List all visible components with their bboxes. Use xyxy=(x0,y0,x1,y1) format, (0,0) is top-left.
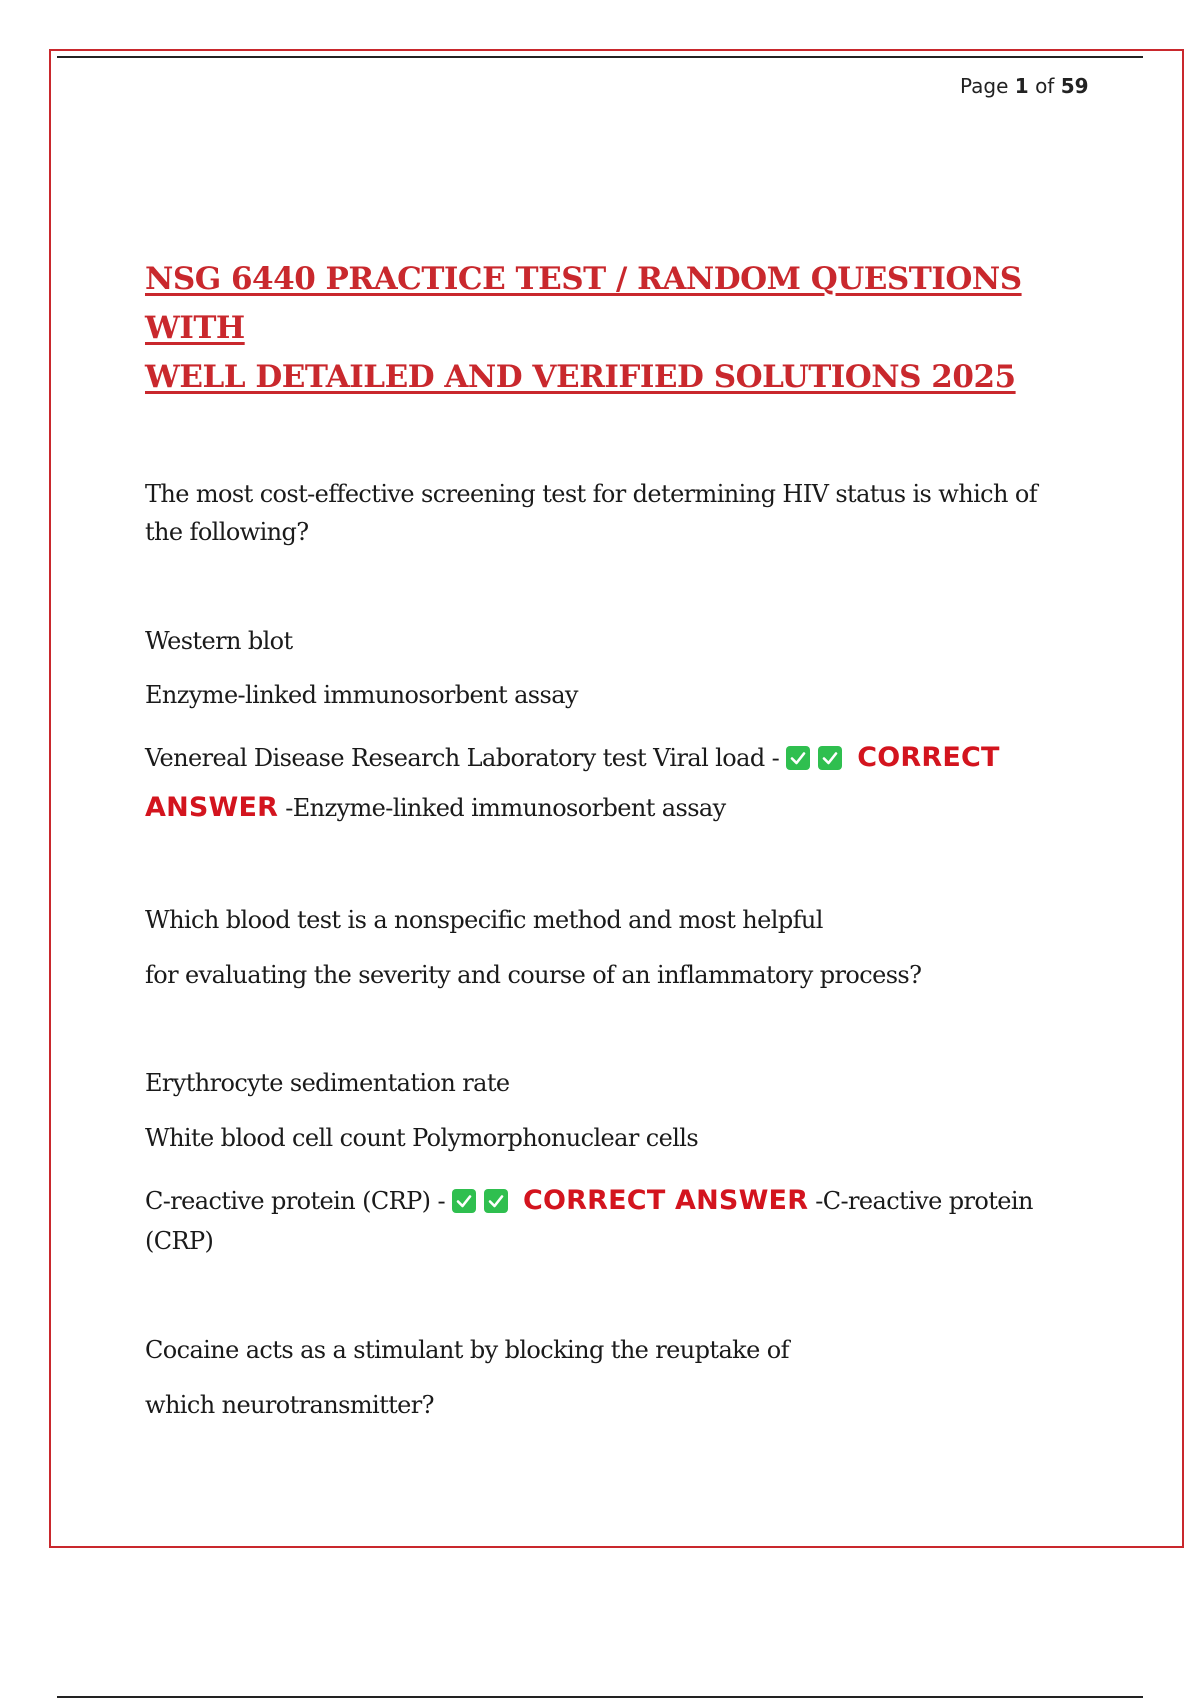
q2-option-2: White blood cell count Polymorphonuclear cells xyxy=(145,1124,699,1152)
q3-question-line-2: which neurotransmitter? xyxy=(145,1391,434,1419)
q1-question-line-1: The most cost-effective screening test for determining HIV status is which of xyxy=(145,480,1038,508)
page-label: Page xyxy=(960,74,1009,98)
correct-answer-label: ANSWER xyxy=(145,792,279,823)
q2-option-3-row xyxy=(145,1185,1033,1216)
page-number xyxy=(960,74,1089,98)
header-rule xyxy=(57,56,1143,58)
document-title xyxy=(145,255,1095,402)
q2-option-3: C-reactive protein (CRP) - xyxy=(145,1187,445,1215)
q2-answer-continuation: (CRP) xyxy=(145,1227,214,1255)
q2-answer: -C-reactive protein xyxy=(815,1187,1033,1215)
page-of: of xyxy=(1035,74,1055,98)
q1-option-1: Western blot xyxy=(145,627,293,655)
q2-question-line-2: for evaluating the severity and course of an inflammatory process? xyxy=(145,961,922,989)
page-total: 59 xyxy=(1060,74,1089,98)
title-line-2: WELL DETAILED AND VERIFIED SOLUTIONS 2025 xyxy=(145,359,1016,395)
footer-rule xyxy=(57,1696,1143,1698)
q1-answer: -Enzyme-linked immunosorbent assay xyxy=(285,794,726,822)
check-mark-icon xyxy=(818,746,842,770)
q2-question-line-1: Which blood test is a nonspecific method and most helpful xyxy=(145,906,823,934)
q1-answer-row xyxy=(145,792,726,823)
check-mark-icon xyxy=(786,746,810,770)
q3-question-line-1: Cocaine acts as a stimulant by blocking the reuptake of xyxy=(145,1336,789,1364)
q1-option-2: Enzyme-linked immunosorbent assay xyxy=(145,681,578,709)
title-line-1: NSG 6440 PRACTICE TEST / RANDOM QUESTIONS WITH xyxy=(145,261,1022,346)
q2-option-1: Erythrocyte sedimentation rate xyxy=(145,1069,510,1097)
q1-question-line-2: the following? xyxy=(145,518,309,546)
correct-answer-label: CORRECT ANSWER xyxy=(523,1185,809,1216)
page-current: 1 xyxy=(1014,74,1029,98)
q1-option-3-row xyxy=(145,742,1000,773)
check-mark-icon xyxy=(452,1189,476,1213)
q1-option-3: Venereal Disease Research Laboratory test Viral load - xyxy=(145,744,780,772)
check-mark-icon xyxy=(484,1189,508,1213)
correct-answer-label: CORRECT xyxy=(857,742,1000,773)
